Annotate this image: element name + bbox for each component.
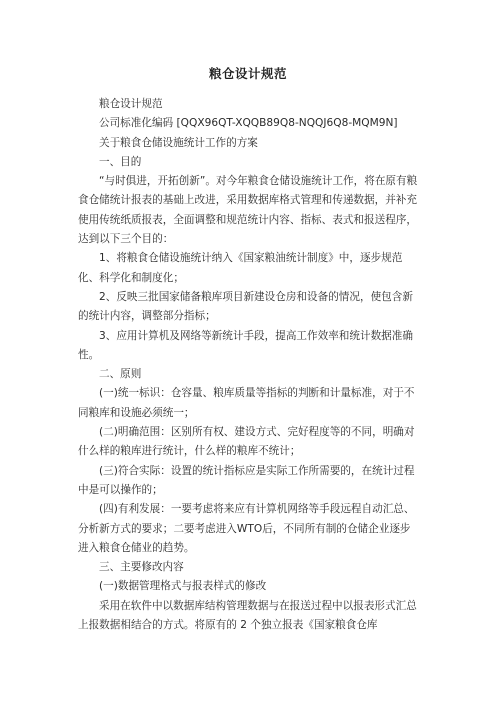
paragraph-12: (三)符合实际：设置的统计指标应是实际工作所需要的，在统计过程中是可以操作的； — [78, 464, 415, 496]
paragraph-16: 采用在软件中以数据库结构管理数据与在报送过程中以报表形式汇总上报数据相结合的方式。将原有的 2 个独立报表《国家粮食仓库 — [78, 599, 417, 632]
paragraph-10: (一)统一标识：仓容量、粮库质量等指标的判断和计量标准，对于不同粮库和设施必须统一； — [78, 387, 415, 419]
paragraph-11: (二)明确范围：区别所有权、建设方式、完好程度等的不同，明确对什么样的粮库进行统计，什么样的粮库不统计； — [78, 426, 415, 458]
paragraph-13: (四)有利发展：一要考虑将来应有计算机网络等手段远程自动汇总、分析新方式的要求；二要考虑进入WTO后，不同所有制的仓储企业逐步进入粮食仓储业的趋势。 — [78, 503, 415, 554]
paragraph-3: 关于粮食仓储设施统计工作的方案 — [99, 136, 258, 149]
paragraph-5: “与时俱进，开拓创新”。对今年粮食仓储设施统计工作，将在原有粮食仓储统计报表的基础上改进，采用数据库格式管理和传递数据，并补充使用传统纸质报表，全面调整和规范统计内容、指标、表式和报送程序，达到以下三个目的： — [78, 175, 418, 246]
paragraph-9: 二、原则 — [99, 368, 142, 381]
paragraph-7: 2、反映三批国家储备粮库项目新建设仓房和设备的情况，使包含新的统计内容，调整部分指标； — [78, 290, 413, 323]
paragraph-14: 三、主要修改内容 — [99, 561, 184, 574]
paragraph-1: 粮仓设计规范 — [99, 98, 163, 110]
paragraph-2: 公司标准化编码 [QQX96QT-XQQB89Q8-NQQJ6Q8-MQM9N] — [99, 117, 398, 130]
paragraph-15: (一)数据管理格式与报表样式的修改 — [99, 580, 267, 593]
document-title: 粮仓设计规范 — [208, 66, 287, 81]
document-body — [78, 95, 418, 635]
paragraph-8: 3、应用计算机及网络等新统计手段，提高工作效率和统计数据准确性。 — [78, 329, 413, 361]
paragraph-4: 一、目的 — [99, 155, 142, 168]
paragraph-6: 1、将粮食仓储设施统计纳入《国家粮油统计制度》中，逐步规范化、科学化和制度化； — [78, 252, 403, 284]
